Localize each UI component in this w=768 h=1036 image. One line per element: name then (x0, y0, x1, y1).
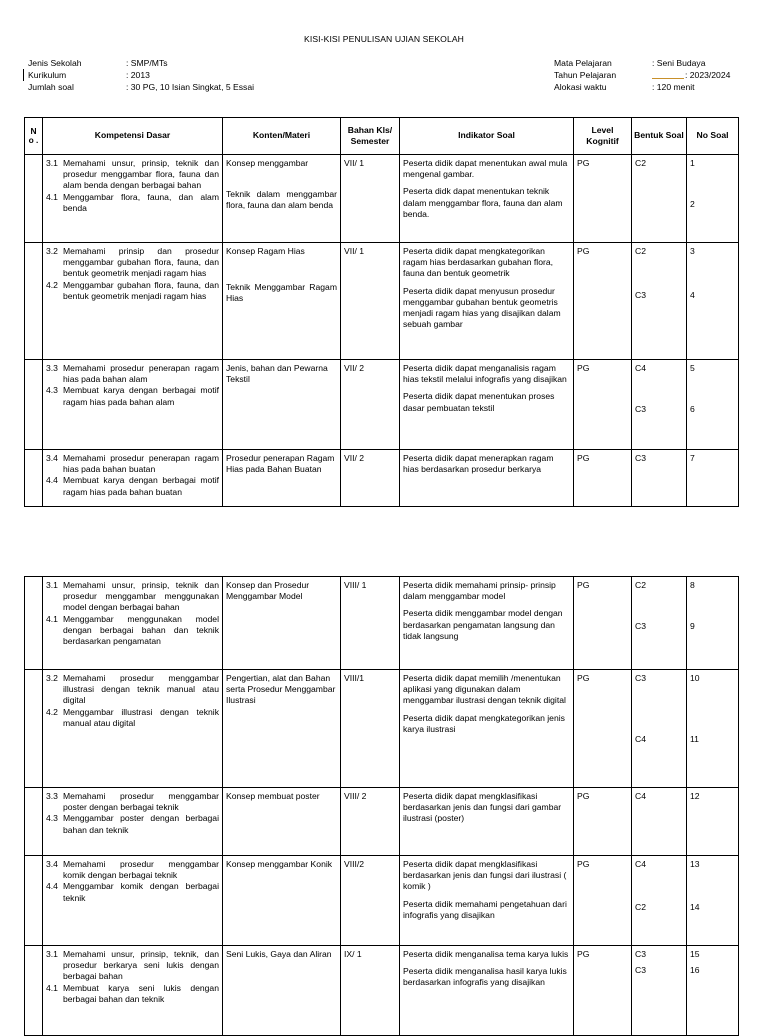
bentuk-text: C4 (635, 791, 646, 801)
indikator-text: Peserta didik dapat menyusun prosedur menggambar gubahan bentuk geometris menjadi ragam hias yang disajikan dalam sebuah gambar (403, 285, 561, 330)
kd-number: 4.3 (46, 385, 58, 396)
kd-text: Memahami prosedur menggambar komik dengan berbagai teknik (63, 859, 219, 881)
cell-bahan-kelas-semester (341, 856, 400, 946)
bahan-text: VII/ 2 (344, 453, 365, 463)
kd-item (46, 791, 219, 813)
header-bentuk-soal: Bentuk Soal (632, 118, 687, 155)
cell-kompetensi-dasar (43, 856, 223, 946)
cell-bentuk-soal (632, 577, 687, 670)
meta-row-jenis-sekolah (28, 57, 254, 69)
cell-bentuk-soal (632, 788, 687, 856)
cell-no-soal (687, 788, 739, 856)
kd-number: 4.1 (46, 191, 58, 202)
cell-kompetensi-dasar (43, 670, 223, 788)
meta-right (554, 57, 730, 93)
kd-number: 3.3 (46, 363, 58, 373)
table-row (25, 450, 739, 507)
header-no-soal: No Soal (687, 118, 739, 155)
cell-indikator-soal (400, 155, 574, 243)
kd-item (46, 949, 219, 983)
no-soal-text: 9 (690, 621, 695, 632)
konten-text: Seni Lukis, Gaya dan Aliran (226, 949, 332, 959)
header-konten-materi: Konten/Materi (223, 118, 341, 155)
indikator-text: Peserta didik menggambar model dengan berdasarkan pengamatan langsung dan tidak langsung (403, 608, 563, 641)
cell-kompetensi-dasar (43, 788, 223, 856)
cell-kompetensi-dasar (43, 243, 223, 360)
indikator-text: Peserta didk dapat menentukan teknik dalam menggambar flora, fauna dan alam benda. (403, 186, 563, 219)
indikator-text: Peserta didik memahami prinsip- prinsip dalam menggambar model (403, 580, 556, 602)
kd-item (46, 475, 219, 497)
meta-value-text: : 2023/2024 (685, 70, 731, 80)
meta-value: : 30 PG, 10 Isian Singkat, 5 Essai (126, 82, 255, 92)
cell-bentuk-soal (632, 670, 687, 788)
kd-number: 4.1 (46, 613, 58, 624)
kd-number: 3.2 (46, 246, 58, 256)
no-soal-text: 14 (690, 902, 700, 913)
kd-text: Memahami prosedur menggambar poster dengan berbagai teknik (63, 791, 219, 813)
kd-text: Menggambar flora, fauna, dan alam benda (63, 191, 219, 213)
kd-item (46, 881, 219, 903)
kd-text: Memahami prosedur penerapan ragam hias pada bahan alam (63, 363, 219, 385)
no-soal-text: 8 (690, 580, 695, 590)
kd-text: Membuat karya dengan berbagai motif ragam hias pada bahan buatan (63, 475, 219, 497)
meta-key: Mata Pelajaran (554, 58, 612, 68)
kd-number: 3.2 (46, 673, 58, 683)
cell-no (25, 788, 43, 856)
cell-level-kognitif (574, 670, 632, 788)
bahan-text: VII/ 1 (344, 246, 365, 256)
kd-item (46, 246, 219, 280)
bentuk-text: C3 (635, 621, 646, 632)
kd-item (46, 707, 219, 729)
kd-number: 4.4 (46, 475, 58, 486)
table-row (25, 788, 739, 856)
cell-level-kognitif (574, 577, 632, 670)
no-soal-text: 13 (690, 859, 700, 869)
no-soal-text: 7 (690, 453, 695, 463)
kd-number: 4.3 (46, 813, 58, 824)
table-row (25, 155, 739, 243)
konten-text: Konsep membuat poster (226, 791, 320, 801)
header-indikator-soal: Indikator Soal (400, 118, 574, 155)
cell-no (25, 360, 43, 450)
cell-no (25, 450, 43, 507)
table-row (25, 243, 739, 360)
cell-kompetensi-dasar (43, 450, 223, 507)
level-text: PG (577, 949, 590, 959)
cell-kompetensi-dasar (43, 577, 223, 670)
indikator-text: Peserta didik dapat menentukan proses dasar pembuatan tekstil (403, 391, 555, 413)
kd-item (46, 385, 219, 407)
kd-text: Membuat karya seni lukis dengan berbagai bahan dan teknik (63, 982, 219, 1004)
kd-text: Memahami unsur, prinsip, teknik dan prosedur menggambar menggunakan model dengan berbagai bahan (63, 580, 219, 613)
cell-no (25, 577, 43, 670)
header-level-kognitif: Level Kognitif (574, 118, 632, 155)
kd-text: Menggambar illustrasi dengan teknik manual atau digital (63, 706, 219, 728)
text-cursor (23, 69, 24, 81)
bentuk-text: C4 (635, 734, 646, 745)
cell-no-soal (687, 450, 739, 507)
cell-no-soal (687, 155, 739, 243)
meta-row-jumlah-soal (28, 81, 254, 93)
kd-item (46, 673, 219, 707)
level-text: PG (577, 580, 590, 590)
level-text: PG (577, 453, 590, 463)
indikator-text: Peserta didik dapat memilih /menentukan aplikasi yang digunakan dalam menggambar ilustrasi dengan teknik digital (403, 673, 566, 706)
kisi-kisi-table-1 (24, 117, 739, 507)
kd-number: 3.3 (46, 791, 58, 801)
konten-text: Konsep dan Prosedur Menggambar Model (226, 580, 310, 602)
cell-bahan-kelas-semester (341, 577, 400, 670)
table-header-row (25, 118, 739, 155)
kd-item (46, 859, 219, 881)
kd-number: 3.1 (46, 158, 58, 168)
no-soal-text: 1 (690, 158, 695, 168)
bentuk-text: C2 (635, 902, 646, 913)
document-title: KISI-KISI PENULISAN UJIAN SEKOLAH (304, 34, 464, 44)
kd-number: 4.4 (46, 881, 58, 892)
kd-item (46, 158, 219, 192)
cell-konten-materi (223, 856, 341, 946)
kd-text: Memahami prosedur penerapan ragam hias pada bahan buatan (63, 453, 219, 475)
cell-bentuk-soal (632, 946, 687, 1036)
cell-indikator-soal (400, 788, 574, 856)
header-no: N o . (25, 118, 43, 155)
cell-level-kognitif (574, 856, 632, 946)
meta-row-mata-pelajaran (554, 57, 730, 69)
indikator-text: Peserta didik dapat menganalisis ragam hias tekstil melalui infografis yang disajikan (403, 363, 567, 385)
table-row (25, 360, 739, 450)
cell-kompetensi-dasar (43, 360, 223, 450)
kd-text: Menggambar gubahan flora, fauna, dan bentuk geometrik menjadi ragam hias (63, 279, 219, 301)
meta-key: Alokasi waktu (554, 82, 607, 92)
table-row (25, 670, 739, 788)
cell-indikator-soal (400, 946, 574, 1036)
bentuk-text: C4 (635, 363, 646, 373)
cell-bahan-kelas-semester (341, 155, 400, 243)
cell-bahan-kelas-semester (341, 243, 400, 360)
meta-value: : SMP/MTs (126, 58, 168, 68)
cell-konten-materi (223, 577, 341, 670)
kd-text: Memahami prinsip dan prosedur menggambar gubahan flora, fauna, dan bentuk geometrik menjadi ragam hias (63, 246, 219, 279)
meta-key: Jenis Sekolah (28, 58, 82, 68)
cell-bahan-kelas-semester (341, 788, 400, 856)
meta-value: : 120 menit (652, 82, 695, 92)
level-text: PG (577, 246, 590, 256)
table-row (25, 856, 739, 946)
cell-level-kognitif (574, 450, 632, 507)
cell-konten-materi (223, 670, 341, 788)
no-soal-text: 3 (690, 246, 695, 256)
bentuk-text: C3 (635, 404, 646, 415)
indikator-text: Peserta didik dapat menentukan awal mula mengenal gambar. (403, 158, 568, 180)
kd-number: 3.4 (46, 453, 58, 463)
indikator-text: Peserta didik memahami pengetahuan dari infografis yang disajikan (403, 898, 567, 920)
bentuk-text: C2 (635, 158, 646, 168)
cell-konten-materi (223, 360, 341, 450)
kd-item (46, 192, 219, 214)
no-soal-text: 16 (690, 965, 700, 976)
fill-in-blank (652, 69, 684, 79)
meta-row-tahun-pelajaran (554, 69, 730, 81)
cell-no-soal (687, 856, 739, 946)
cell-indikator-soal (400, 577, 574, 670)
bentuk-text: C4 (635, 859, 646, 869)
cell-no-soal (687, 577, 739, 670)
kd-text: Menggambar poster dengan berbagai bahan dan teknik (63, 813, 219, 835)
no-soal-text: 4 (690, 290, 695, 301)
kd-text: Memahami unsur, prinsip, teknik dan prosedur menggambar flora, fauna dan alam benda dengan berbagai bahan (63, 158, 219, 191)
konten-text: Konsep menggambar (226, 158, 309, 168)
cell-bentuk-soal (632, 243, 687, 360)
konten-text: Konsep Ragam Hias (226, 246, 305, 256)
cell-indikator-soal (400, 670, 574, 788)
no-soal-text: 11 (690, 734, 699, 745)
table-2-body (25, 577, 739, 1036)
cell-bentuk-soal (632, 360, 687, 450)
konten-text: Teknik Menggambar Ragam Hias (226, 282, 337, 304)
kd-number: 3.4 (46, 859, 58, 869)
cell-no (25, 243, 43, 360)
bahan-text: VIII/ 1 (344, 580, 367, 590)
no-soal-text: 5 (690, 363, 695, 373)
cell-no (25, 670, 43, 788)
indikator-text: Peserta didik dapat mengklasifikasi berdasarkan jenis dan fungsi dari ilustrasi ( komik ) (403, 859, 567, 892)
no-soal-text: 2 (690, 199, 695, 210)
no-soal-text: 12 (690, 791, 700, 801)
cell-bentuk-soal (632, 450, 687, 507)
bentuk-text: C3 (635, 453, 646, 463)
no-soal-text: 10 (690, 673, 700, 683)
cell-level-kognitif (574, 946, 632, 1036)
level-text: PG (577, 791, 590, 801)
kd-text: Memahami unsur, prinsip, teknik, dan prosedur berkarya seni lukis dengan berbagai bahan (63, 949, 219, 982)
kd-number: 3.1 (46, 580, 58, 590)
meta-key: Jumlah soal (28, 82, 74, 92)
kd-number: 3.1 (46, 949, 58, 959)
bahan-text: VIII/ 2 (344, 791, 367, 801)
konten-text: Prosedur penerapan Ragam Hias pada Bahan Buatan (226, 453, 335, 475)
level-text: PG (577, 859, 590, 869)
no-soal-text: 15 (690, 949, 700, 959)
kd-text: Menggambar menggunakan model dengan berbagai bahan dan teknik berdasarkan pengamatan (63, 613, 219, 646)
konten-text: Teknik dalam menggambar flora, fauna dan alam benda (226, 189, 337, 211)
kd-item (46, 580, 219, 614)
bahan-text: VII/ 1 (344, 158, 365, 168)
table-1-body (25, 155, 739, 507)
indikator-text: Peserta didik menganalisa tema karya lukis (403, 949, 569, 959)
kd-item (46, 280, 219, 302)
konten-text: Konsep menggambar Konik (226, 859, 333, 869)
cell-no (25, 856, 43, 946)
meta-left (28, 57, 254, 93)
cell-konten-materi (223, 243, 341, 360)
cell-no-soal (687, 670, 739, 788)
meta-key: Tahun Pelajaran (554, 70, 617, 80)
header-bahan-kelas-semester: Bahan Kls/ Semester (341, 118, 400, 155)
level-text: PG (577, 158, 590, 168)
cell-konten-materi (223, 946, 341, 1036)
indikator-text: Peserta didik menganalisa hasil karya lukis berdasarkan infografis yang disajikan (403, 966, 567, 988)
cell-indikator-soal (400, 856, 574, 946)
bentuk-text: C2 (635, 580, 646, 590)
cell-konten-materi (223, 450, 341, 507)
bentuk-text: C3 (635, 949, 646, 959)
bahan-text: VII/ 2 (344, 363, 365, 373)
meta-row-alokasi-waktu (554, 81, 730, 93)
cell-level-kognitif (574, 243, 632, 360)
kd-item (46, 363, 219, 385)
header-kompetensi-dasar: Kompetensi Dasar (43, 118, 223, 155)
indikator-text: Peserta didik dapat mengkategorikan jenis karya ilustrasi (403, 712, 565, 734)
level-text: PG (577, 673, 590, 683)
cell-level-kognitif (574, 788, 632, 856)
cell-bahan-kelas-semester (341, 670, 400, 788)
cell-bahan-kelas-semester (341, 946, 400, 1036)
cell-bentuk-soal (632, 155, 687, 243)
cell-indikator-soal (400, 360, 574, 450)
bentuk-text: C2 (635, 246, 646, 256)
konten-text: Jenis, bahan dan Pewarna Tekstil (226, 363, 328, 385)
cell-level-kognitif (574, 360, 632, 450)
bentuk-text: C3 (635, 965, 646, 976)
indikator-text: Peserta didik dapat mengklasifikasi berdasarkan jenis dan fungsi dari gambar ilustrasi (poster) (403, 791, 562, 824)
bahan-text: VIII/2 (344, 859, 365, 869)
cell-no (25, 155, 43, 243)
cell-indikator-soal (400, 450, 574, 507)
cell-no-soal (687, 946, 739, 1036)
cell-bentuk-soal (632, 856, 687, 946)
kd-item (46, 453, 219, 475)
kd-number: 4.2 (46, 279, 58, 290)
kd-text: Membuat karya dengan berbagai motif ragam hias pada bahan alam (63, 385, 219, 407)
cell-no-soal (687, 243, 739, 360)
meta-value: : Seni Budaya (652, 58, 706, 68)
cell-konten-materi (223, 788, 341, 856)
no-soal-text: 6 (690, 404, 695, 415)
kd-text: Menggambar komik dengan berbagai teknik (63, 881, 219, 903)
cell-indikator-soal (400, 243, 574, 360)
meta-row-kurikulum (28, 69, 254, 81)
bentuk-text: C3 (635, 290, 646, 301)
cell-level-kognitif (574, 155, 632, 243)
cell-kompetensi-dasar (43, 155, 223, 243)
table-row (25, 946, 739, 1036)
level-text: PG (577, 363, 590, 373)
meta-key: Kurikulum (28, 70, 67, 80)
kd-number: 4.2 (46, 706, 58, 717)
bahan-text: IX/ 1 (344, 949, 362, 959)
table-row (25, 577, 739, 670)
indikator-text: Peserta didik dapat menerapkan ragam hias berdasarkan prosedur berkarya (403, 453, 554, 475)
kd-number: 4.1 (46, 982, 58, 993)
cell-no (25, 946, 43, 1036)
kd-item (46, 983, 219, 1005)
konten-text: Pengertian, alat dan Bahan serta Prosedur Menggambar Ilustrasi (226, 673, 336, 706)
bentuk-text (635, 199, 683, 210)
kd-item (46, 813, 219, 835)
kisi-kisi-table-2 (24, 576, 739, 1036)
cell-no-soal (687, 360, 739, 450)
kd-text: Memahami prosedur menggambar illustrasi dengan teknik manual atau digital (63, 673, 219, 706)
meta-value: : 2013 (126, 70, 150, 80)
kd-item (46, 614, 219, 648)
cell-konten-materi (223, 155, 341, 243)
cell-kompetensi-dasar (43, 946, 223, 1036)
bentuk-text: C3 (635, 673, 646, 683)
meta-value (652, 69, 730, 81)
cell-bahan-kelas-semester (341, 360, 400, 450)
indikator-text: Peserta didik dapat mengkategorikan ragam hias berdasarkan gubahan flora, fauna dan bentuk geometrik (403, 246, 554, 279)
bahan-text: VIII/1 (344, 673, 365, 683)
cell-bahan-kelas-semester (341, 450, 400, 507)
